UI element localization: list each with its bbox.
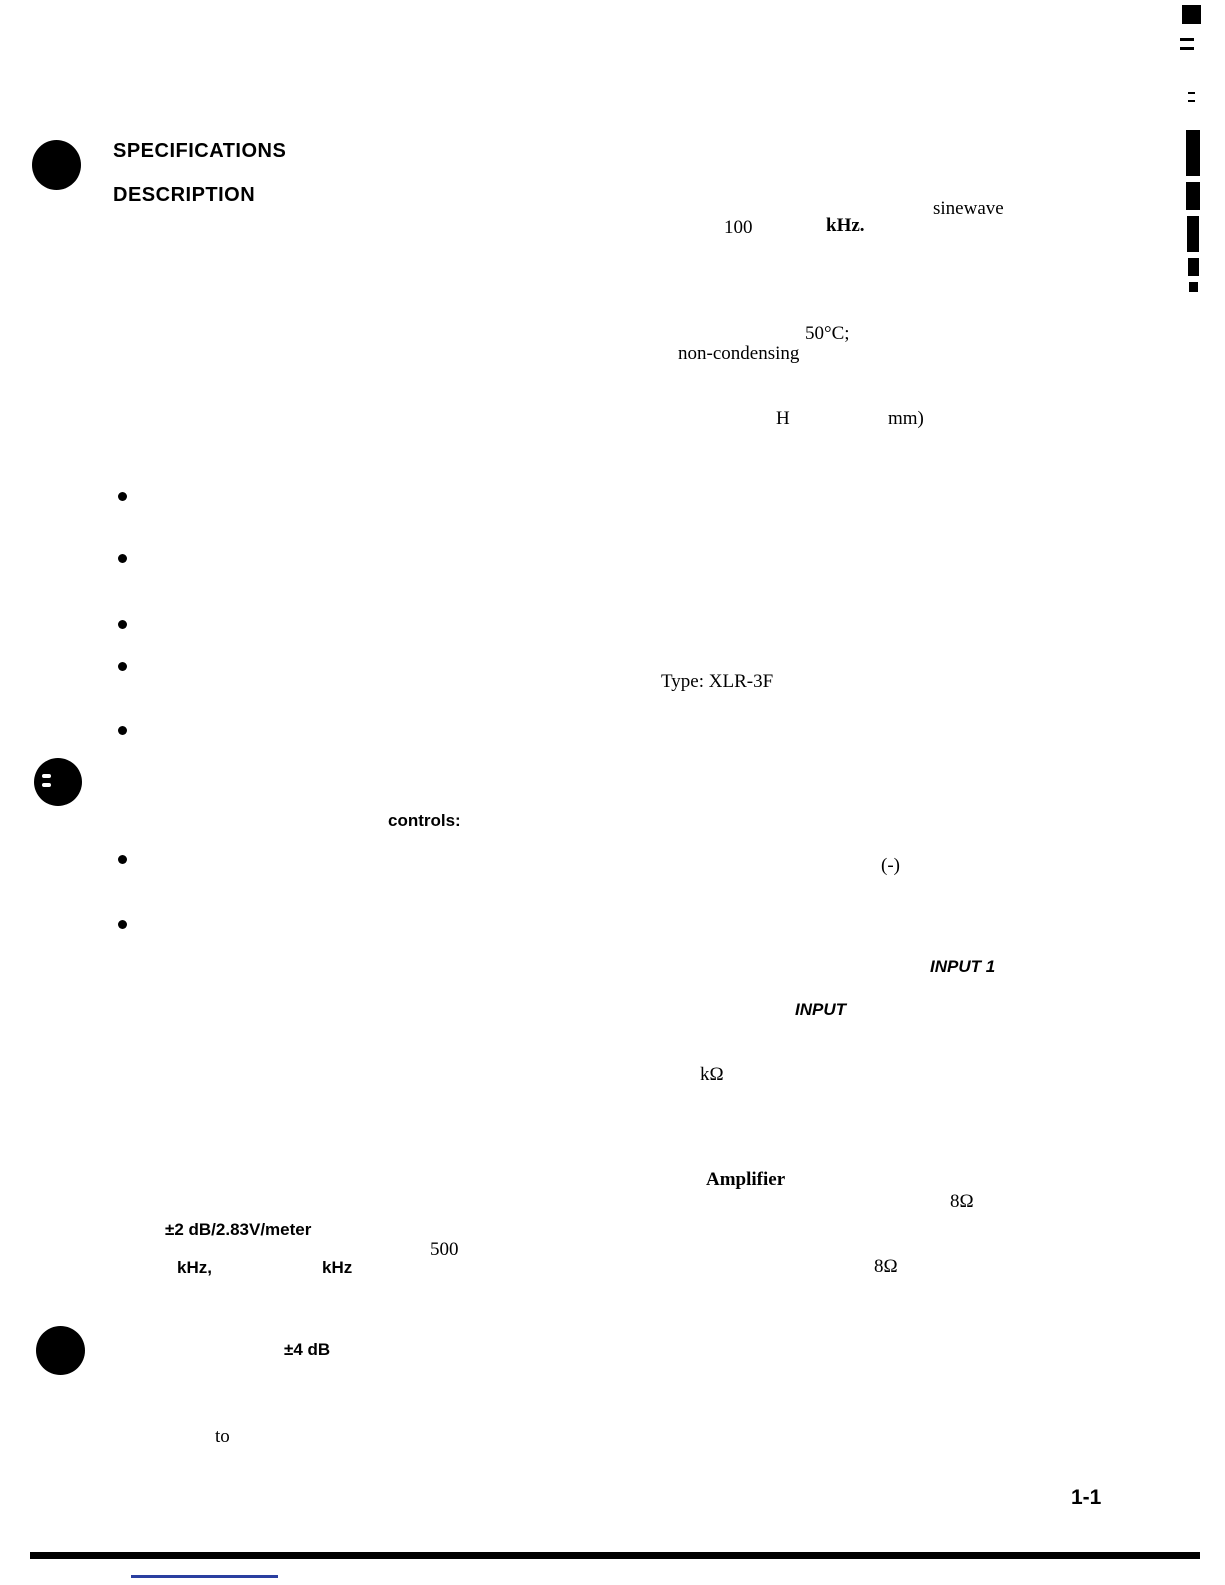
bullet-marker: [118, 855, 127, 864]
text-khz-period: kHz.: [826, 215, 865, 236]
blob-highlight: [42, 783, 51, 787]
text-temp-50c: 50°C;: [805, 323, 850, 344]
binding-hole-top: [32, 140, 81, 190]
bullet-marker: [118, 492, 127, 501]
text-input: INPUT: [795, 1000, 846, 1019]
text-five-hundred: 500: [430, 1239, 459, 1260]
section-heading-description: DESCRIPTION: [113, 184, 256, 206]
text-minus-paren: (-): [881, 855, 900, 876]
text-word-to: to: [215, 1426, 230, 1447]
binding-hole-bottom: [36, 1326, 85, 1375]
page-number: 1-1: [1071, 1486, 1102, 1509]
text-db-meter: ±2 dB/2.83V/meter: [165, 1220, 312, 1239]
blob-highlight: [42, 774, 51, 778]
edge-line-4: [1188, 100, 1195, 102]
text-input-1: INPUT 1: [930, 957, 996, 976]
text-ohm-8-b: 8Ω: [874, 1256, 898, 1277]
edge-block-1: [1182, 5, 1201, 24]
text-khz-2: kHz: [322, 1258, 353, 1277]
text-ohm-8-a: 8Ω: [950, 1191, 974, 1212]
text-letter-h: H: [776, 408, 790, 429]
text-mm-paren: mm): [888, 408, 924, 429]
edge-block-5: [1188, 258, 1199, 276]
edge-line-3: [1188, 92, 1195, 94]
page-title-specifications: SPECIFICATIONS: [113, 140, 287, 162]
text-connector-type: Type: XLR-3F: [661, 671, 774, 692]
edge-line-2: [1180, 47, 1194, 50]
bullet-marker: [118, 620, 127, 629]
text-amplifier: Amplifier: [706, 1169, 786, 1190]
text-db-4: ±4 dB: [284, 1340, 331, 1359]
text-sinewave: sinewave: [933, 198, 1004, 219]
text-non-condensing: non-condensing: [678, 343, 800, 364]
bullet-marker: [118, 554, 127, 563]
bullet-marker: [118, 726, 127, 735]
edge-block-6: [1189, 282, 1198, 292]
binding-hole-middle: [34, 758, 82, 806]
footer-link-underline[interactable]: [131, 1575, 278, 1578]
bullet-marker: [118, 920, 127, 929]
bullet-marker: [118, 662, 127, 671]
edge-block-3: [1186, 182, 1200, 210]
text-kohm: kΩ: [700, 1064, 724, 1085]
edge-block-4: [1187, 216, 1199, 252]
text-khz-comma: kHz,: [177, 1258, 212, 1277]
footer-rule: [30, 1552, 1200, 1559]
text-hundred: 100: [724, 217, 753, 238]
text-controls: controls:: [388, 811, 461, 830]
edge-block-2: [1186, 130, 1200, 176]
edge-line-1: [1180, 38, 1194, 41]
